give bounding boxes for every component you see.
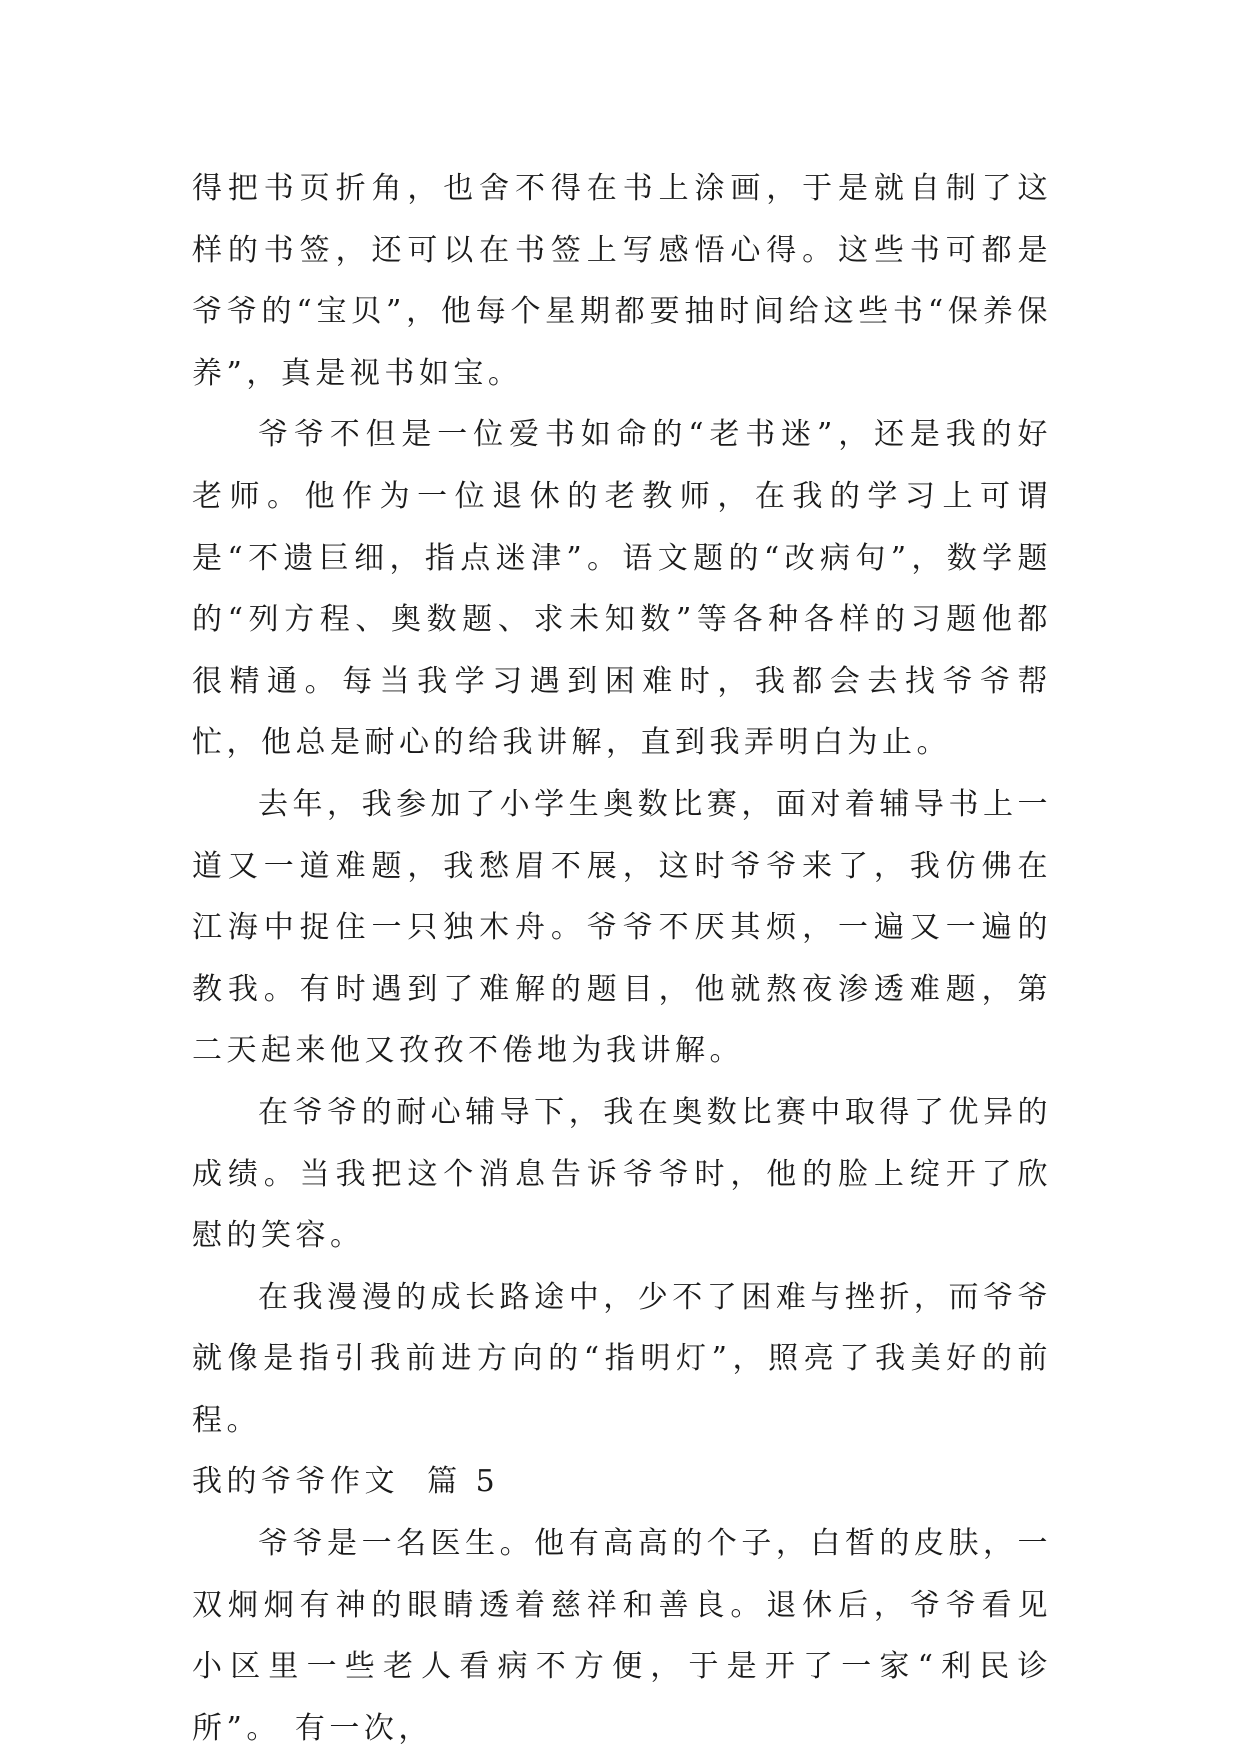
paragraph-5: 在我漫漫的成长路途中，少不了困难与挫折，而爷爷就像是指引我前进方向的“指明灯”，照亮了我美好的前程。 <box>192 1279 1052 1438</box>
section-heading: 我的爷爷作文 篇 5 <box>192 1464 500 1500</box>
paragraph-3: 去年，我参加了小学生奥数比赛，面对着辅导书上一道又一道难题，我愁眉不展，这时爷爷来了，我仿佛在江海中捉住一只独木舟。爷爷不厌其烦，一遍又一遍的教我。有时遇到了难解的题目，他就熬夜渗透难题，第二天起来他又孜孜不倦地为我讲解。 <box>192 786 1052 1069</box>
paragraph-2: 爷爷不但是一位爱书如命的“老书迷”，还是我的好老师。他作为一位退休的老教师，在我的学习上可谓是“不遗巨细，指点迷津”。语文题的“改病句”，数学题的“列方程、奥数题、求未知数”等各种各样的习题他都很精通。每当我学习遇到困难时，我都会去找爷爷帮忙，他总是耐心的给我讲解，直到我弄明白为止。 <box>192 417 1052 761</box>
document-body <box>192 158 1052 1759</box>
paragraph-6: 爷爷是一名医生。他有高高的个子，白皙的皮肤，一双炯炯有神的眼睛透着慈祥和善良。退休后，爷爷看见小区里一些老人看病不方便，于是开了一家“利民诊所”。 有一次， <box>192 1526 1052 1746</box>
paragraph-4: 在爷爷的耐心辅导下，我在奥数比赛中取得了优异的成绩。当我把这个消息告诉爷爷时，他的脸上绽开了欣慰的笑容。 <box>192 1094 1052 1254</box>
paragraph-1: 得把书页折角，也舍不得在书上涂画，于是就自制了这样的书签，还可以在书签上写感悟心得。这些书可都是爷爷的“宝贝”，他每个星期都要抽时间给这些书“保养保养”，真是视书如宝。 <box>192 171 1052 391</box>
